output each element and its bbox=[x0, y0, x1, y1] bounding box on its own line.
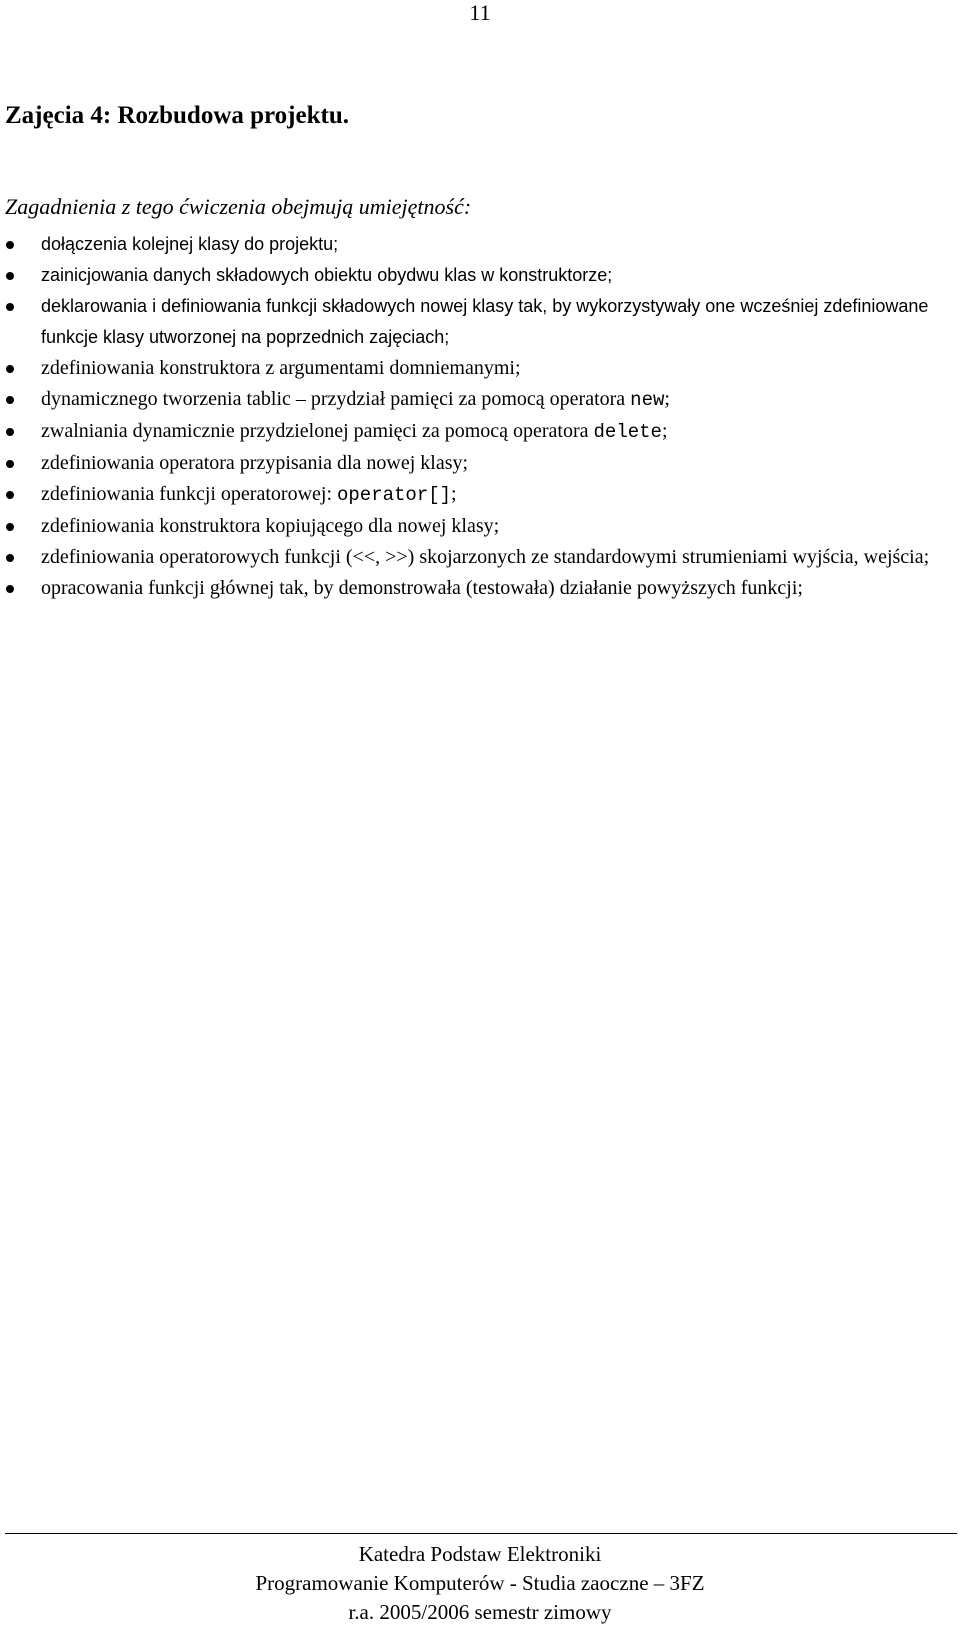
list-item bbox=[0, 573, 960, 604]
list-item-text: dynamicznego tworzenia tablic – przydział pamięci za pomocą operatora bbox=[41, 388, 631, 410]
section-title: Zajęcia 4: Rozbudowa projektu. bbox=[5, 102, 349, 129]
bullet-icon bbox=[6, 523, 14, 531]
list-item bbox=[0, 416, 960, 448]
list-item-text: dołączenia kolejnej klasy do projektu; bbox=[41, 234, 339, 254]
code-keyword: operator[] bbox=[337, 484, 452, 506]
list-item-text: zainicjowania danych składowych obiektu obydwu klas w konstruktorze; bbox=[41, 265, 613, 285]
page-footer bbox=[0, 1540, 960, 1627]
list-item bbox=[0, 448, 960, 479]
topic-list bbox=[0, 229, 960, 604]
list-item bbox=[0, 479, 960, 511]
list-item-text: opracowania funkcji głównej tak, by demonstrowała (testowała) działanie powyższych funkcji; bbox=[41, 577, 803, 599]
list-item-text: zdefiniowania funkcji operatorowej: bbox=[41, 483, 337, 505]
code-keyword: new bbox=[630, 389, 665, 411]
list-item bbox=[0, 542, 960, 573]
page-number: 11 bbox=[469, 0, 491, 25]
bullet-icon bbox=[6, 428, 14, 436]
bullet-icon bbox=[6, 554, 14, 562]
list-item-text: zdefiniowania konstruktora z argumentami domniemanymi; bbox=[41, 357, 521, 379]
list-item-text: zwalniania dynamicznie przydzielonej pamięci za pomocą operatora bbox=[41, 420, 594, 442]
bullet-icon bbox=[6, 491, 14, 499]
code-keyword: delete bbox=[593, 421, 662, 443]
list-item-text-end: ; bbox=[664, 388, 670, 410]
bullet-icon bbox=[6, 303, 14, 311]
list-item-text-end: ; bbox=[451, 483, 457, 505]
list-item-text: zdefiniowania operatorowych funkcji (<<, >>) skojarzonych ze standardowymi strumieniami wyjścia, wejścia; bbox=[41, 546, 930, 568]
section-subtitle: Zagadnienia z tego ćwiczenia obejmują umiejętność: bbox=[5, 194, 472, 219]
bullet-icon bbox=[6, 365, 14, 373]
list-item-text: zdefiniowania operatora przypisania dla nowej klasy; bbox=[41, 452, 469, 474]
list-item bbox=[0, 384, 960, 416]
bullet-icon bbox=[6, 272, 14, 280]
bullet-icon bbox=[6, 396, 14, 404]
footer-semester: r.a. 2005/2006 semestr zimowy bbox=[348, 1600, 612, 1624]
bullet-icon bbox=[6, 241, 14, 249]
list-item-text-end: ; bbox=[661, 420, 668, 442]
footer-department: Katedra Podstaw Elektroniki bbox=[358, 1542, 602, 1566]
footer-divider bbox=[5, 1533, 957, 1534]
bullet-icon bbox=[6, 460, 14, 468]
list-item bbox=[0, 353, 960, 384]
list-item bbox=[0, 511, 960, 542]
list-item bbox=[0, 260, 960, 291]
list-item-text: deklarowania i definiowania funkcji składowych nowej klasy tak, by wykorzystywały one wcześniej zdefiniowane funkcje klasy utworzonej na poprzednich zajęciach; bbox=[41, 296, 929, 347]
list-item bbox=[0, 291, 960, 353]
list-item-text: zdefiniowania konstruktora kopiującego dla nowej klasy; bbox=[41, 515, 500, 537]
list-item bbox=[0, 229, 960, 260]
footer-course: Programowanie Komputerów - Studia zaoczne – 3FZ bbox=[255, 1571, 705, 1595]
bullet-icon bbox=[6, 585, 14, 593]
